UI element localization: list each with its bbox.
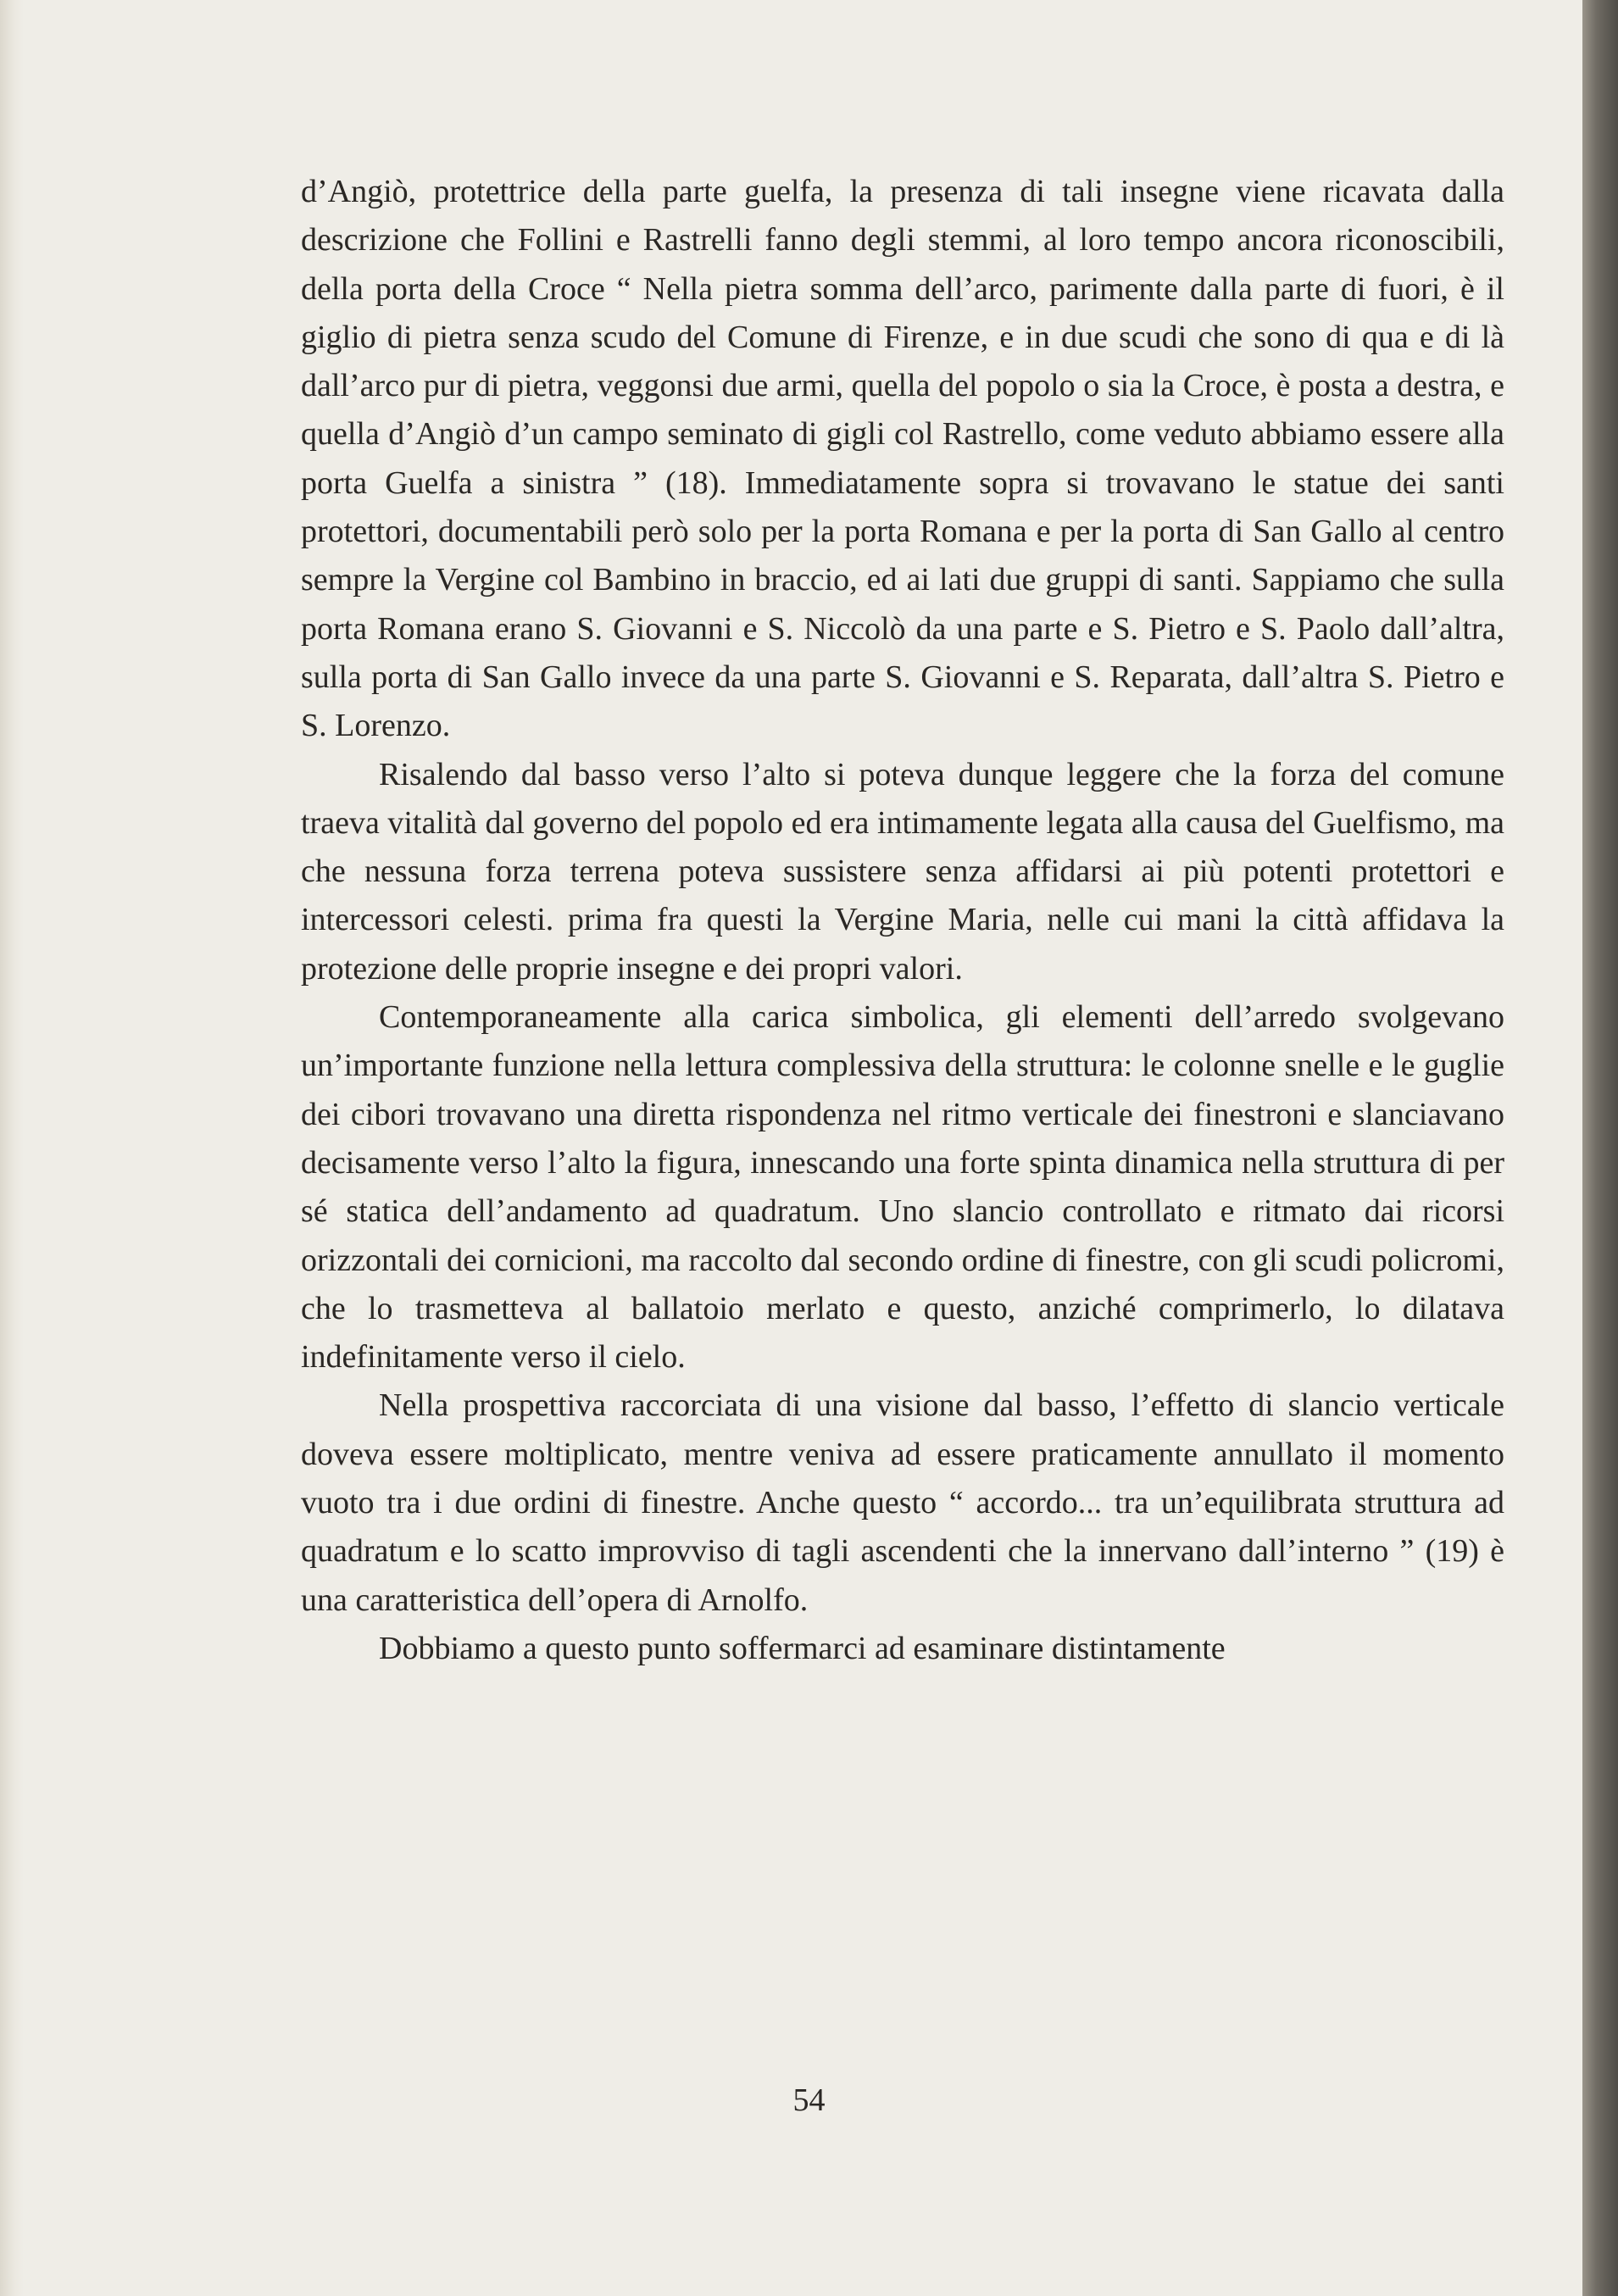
paragraph-5: Dobbiamo a questo punto soffermarci ad esaminare distintamente — [379, 1630, 1226, 1666]
paragraph-1: d’Angiò, protettrice della parte guelfa, la presenza di tali insegne viene ricavata dalla descrizione che Follini e Rastrelli fanno degli stemmi, al loro tempo ancora riconoscibili, della porta della Croce “ Nella pietra somma dell’arco, parimente dalla parte di fuori, è il giglio di pietra senza scudo del Comune di Firenze, e in due scudi che sono di qua e di là dall’arco pur di pietra, veggonsi due armi, quella del popolo o sia la Croce, è posta a destra, e quella d’Angiò d’un campo seminato di gigli col Rastrello, come veduto abbiamo essere alla porta Guelfa a sinistra ” (18). Immediatamente sopra si trovavano le statue dei santi protettori, documentabili però solo per la porta Romana e per la porta di San Gallo al centro sempre la Vergine col Bambino in braccio, ed ai lati due gruppi di santi. Sappiamo che sulla porta Romana erano S. Giovanni e S. Niccolò da una parte e S. Pietro e S. Paolo dall’altra, sulla porta di San Gallo invece da una parte S. Giovanni e S. Reparata, dall’altra S. Pietro e S. Lorenzo. — [301, 174, 1504, 744]
paragraph-4: Nella prospettiva raccorciata di una visione dal basso, l’effetto di slancio verticale doveva essere moltiplicato, mentre veniva ad essere praticamente annullato il momento vuoto tra i due ordini di finestre. Anche questo “ accordo... tra un’equilibrata struttura ad quadratum e lo scatto improvviso di tagli ascendenti che la innervano dall’interno ” (19) è una caratteristica dell’opera di Arnolfo. — [301, 1387, 1504, 1618]
body-text — [301, 168, 1504, 1673]
paragraph-2: Risalendo dal basso verso l’alto si poteva dunque leggere che la forza del comune traeva vitalità dal governo del popolo ed era intimamente legata alla causa del Guelfismo, ma che nessuna forza terrena poteva sussistere senza affidarsi ai più potenti protettori e intercessori celesti. prima fra questi la Vergine Maria, nelle cui mani la città affidava la protezione delle proprie insegne e dei propri valori. — [301, 756, 1504, 987]
page-number: 54 — [792, 2082, 826, 2118]
page-left-edge — [0, 0, 24, 2296]
paragraph-3: Contemporaneamente alla carica simbolica, gli elementi dell’arredo svolgevano un’importante funzione nella lettura complessiva della struttura: le colonne snelle e le guglie dei cibori trovavano una diretta rispondenza nel ritmo verticale dei finestroni e slanciavano decisamente verso l’alto la figura, innescando una forte spinta dinamica nella struttura di per sé statica dell’andamento ad quadratum. Uno slancio controllato e ritmato dai ricorsi orizzontali dei cornicioni, ma raccolto dal secondo ordine di finestre, con gli scudi policromi, che lo trasmetteva al ballatoio merlato e questo, anziché comprimerlo, lo dilatava indefinitamente verso il cielo. — [301, 999, 1504, 1376]
book-binding-shadow — [1582, 0, 1618, 2296]
